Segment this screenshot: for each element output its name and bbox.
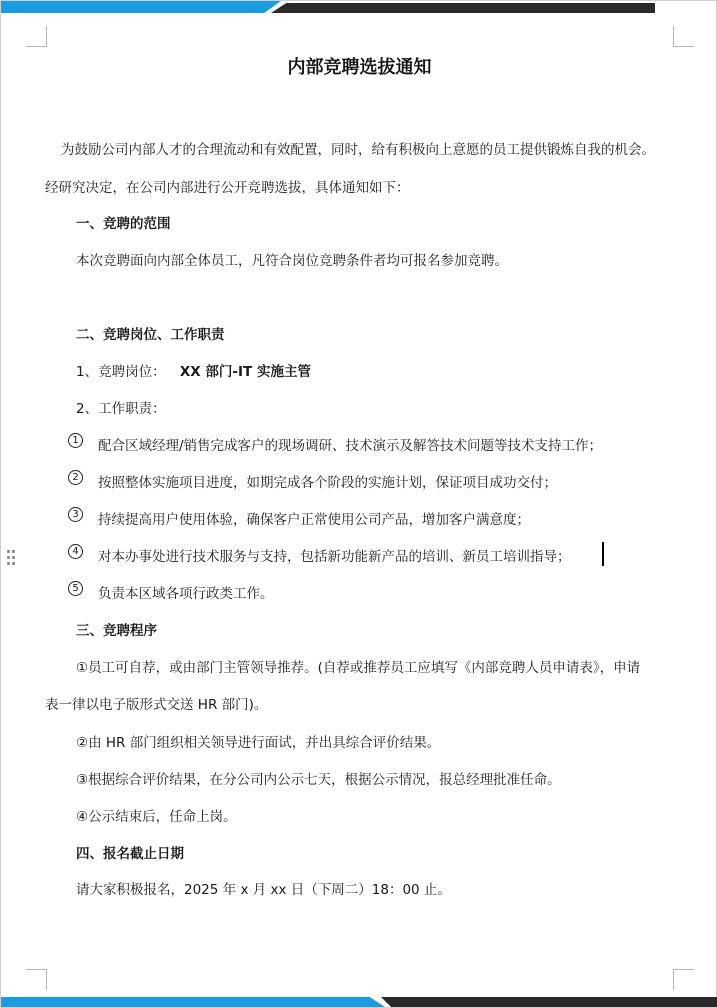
duty-number-badge: 4 xyxy=(68,544,83,559)
duty-number-badge: 1 xyxy=(68,433,83,448)
section-4-heading: 四、报名截止日期 xyxy=(76,846,184,862)
position-label: 1、竞聘岗位： xyxy=(76,364,166,380)
bottom-dark-band xyxy=(381,997,717,1007)
duty-item: 持续提高用户使用体验，确保客户正常使用公司产品，增加客户满意度； xyxy=(98,512,530,528)
corner-mark-top-right xyxy=(673,26,694,47)
duty-number-badge: 3 xyxy=(68,507,83,522)
duty-item: 按照整体实施项目进度，如期完成各个阶段的实施计划，保证项目成功交付； xyxy=(98,475,557,491)
intro-line-1: 为鼓励公司内部人才的合理流动和有效配置，同时，给有积极向上意愿的员工提供锻炼自我的机会。 xyxy=(61,142,655,158)
duty-item: 负责本区域各项行政类工作。 xyxy=(98,586,274,602)
deadline-text: 请大家积极报名，2025 年 x 月 xx 日（下周二）18：00 止。 xyxy=(76,882,451,898)
intro-line-2: 经研究决定，在公司内部进行公开竞聘选拔，具体通知如下： xyxy=(45,180,410,196)
position-value: XX 部门-IT 实施主管 xyxy=(179,364,311,380)
section-1-heading: 一、竞聘的范围 xyxy=(76,216,171,232)
section-3-heading: 三、竞聘程序 xyxy=(76,623,157,639)
procedure-step-1-line-2: 表一律以电子版形式交送 HR 部门)。 xyxy=(45,697,268,713)
duty-item: 对本办事处进行技术服务与支持，包括新功能新产品的培训、新员工培训指导； xyxy=(98,549,571,565)
procedure-step-3: ③根据综合评价结果，在分公司内公示七天，根据公示情况，报总经理批准任命。 xyxy=(76,772,561,788)
bottom-accent-band xyxy=(1,997,385,1007)
corner-mark-bottom-left xyxy=(26,969,47,990)
procedure-step-2: ②由 HR 部门组织相关领导进行面试，并出具综合评价结果。 xyxy=(76,735,441,751)
document-title: 内部竞聘选拔通知 xyxy=(287,57,432,78)
section-1-text: 本次竞聘面向内部全体员工，凡符合岗位竞聘条件者均可报名参加竞聘。 xyxy=(76,253,508,269)
procedure-step-1-line-1: ①员工可自荐，或由部门主管领导推荐。(自荐或推荐员工应填写《内部竞聘人员申请表》，申请 xyxy=(76,660,641,676)
section-2-heading: 二、竞聘岗位、工作职责 xyxy=(76,327,225,343)
top-accent-band xyxy=(1,1,281,13)
duty-number-badge: 2 xyxy=(68,470,83,485)
position-row xyxy=(76,360,311,380)
duties-label: 2、工作职责： xyxy=(76,401,166,417)
top-dark-band xyxy=(271,3,655,13)
drag-handle-icon[interactable] xyxy=(7,550,17,566)
procedure-step-4: ④公示结束后，任命上岗。 xyxy=(76,809,237,825)
text-cursor xyxy=(602,542,604,566)
corner-mark-bottom-right xyxy=(673,969,694,990)
duty-item: 配合区域经理/销售完成客户的现场调研、技术演示及解答技术问题等技术支持工作； xyxy=(98,438,603,454)
corner-mark-top-left xyxy=(26,26,47,47)
duty-number-badge: 5 xyxy=(68,581,83,596)
